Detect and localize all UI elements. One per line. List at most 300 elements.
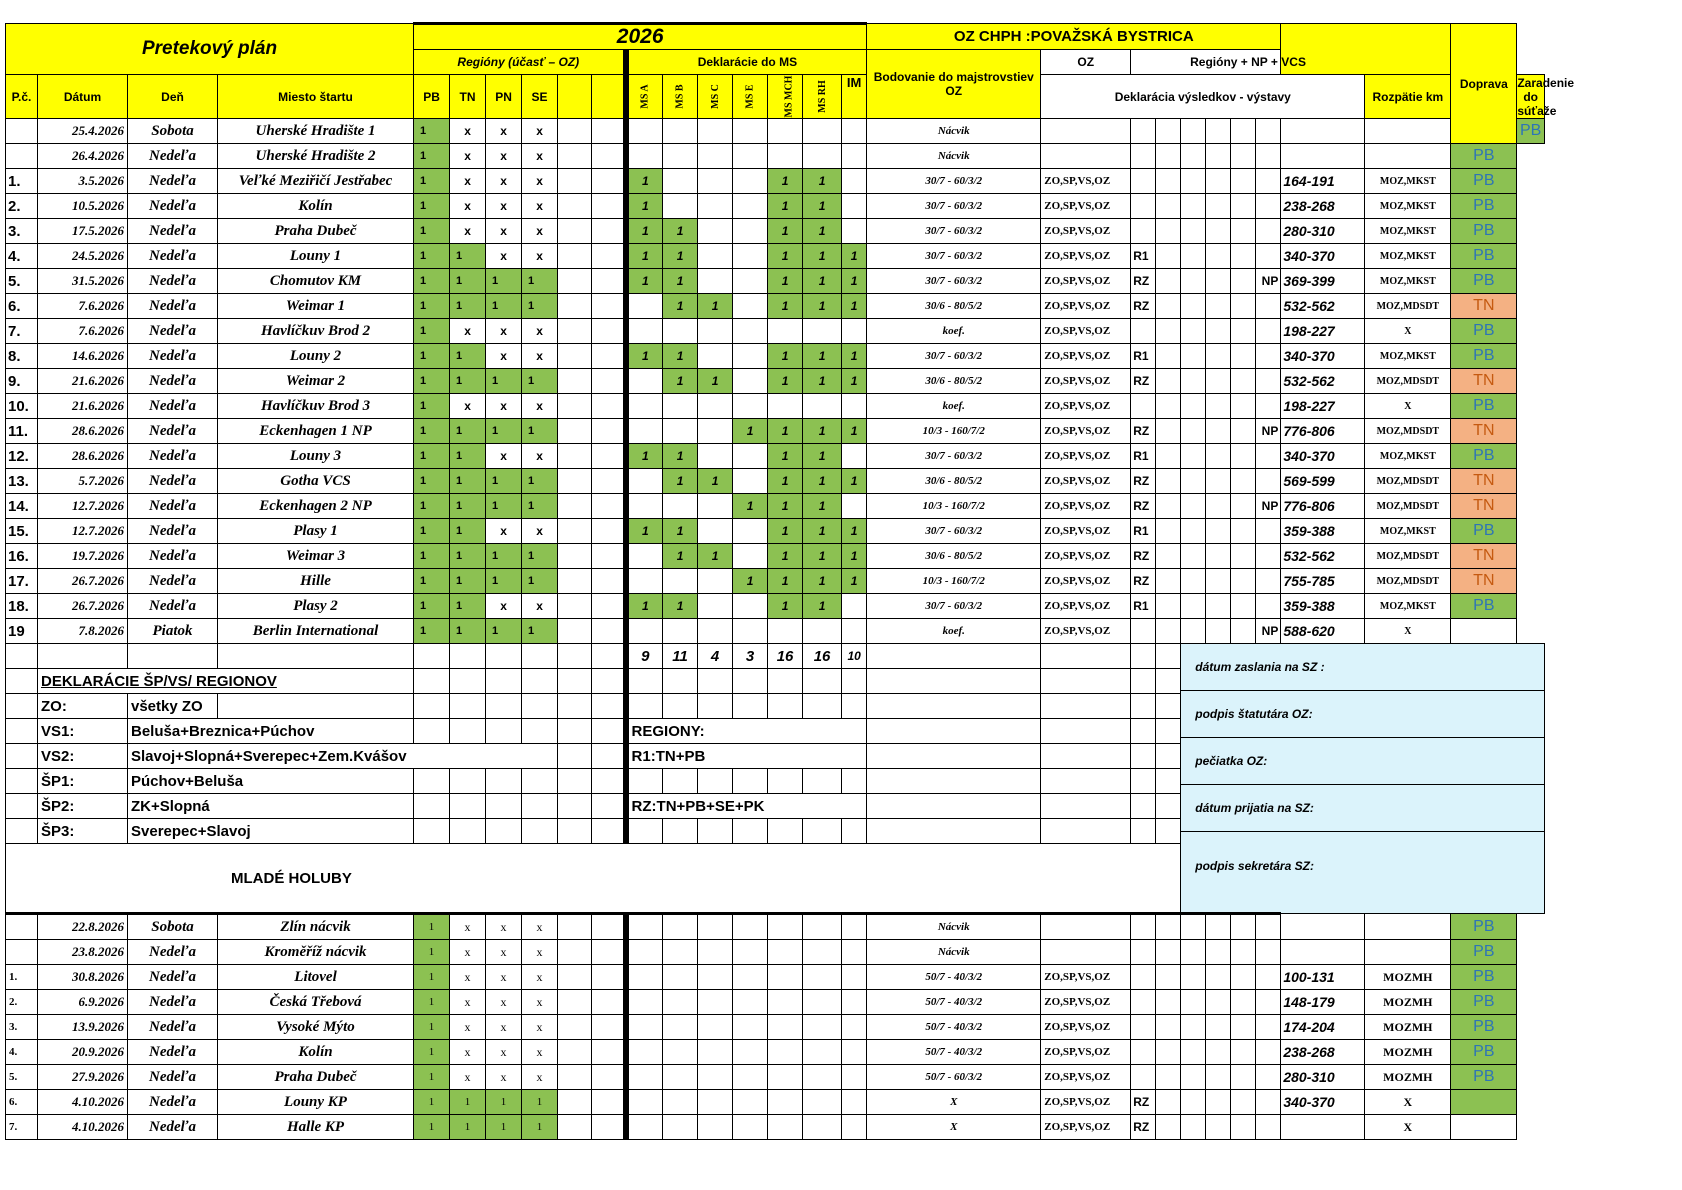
- race-place: Kolín: [218, 194, 414, 219]
- blank-cell: [768, 769, 803, 794]
- blank-cell: [1231, 144, 1256, 169]
- race-day: Nedeľa: [128, 1065, 218, 1090]
- deklaracia-cell: ZO,SP,VS,OZ: [1041, 469, 1131, 494]
- region-cell: 1: [450, 619, 486, 644]
- doprava-cell: [1451, 619, 1517, 644]
- region-tag: R1: [1131, 594, 1156, 619]
- blank-cell: [1231, 1065, 1256, 1090]
- race-day: Nedeľa: [128, 1040, 218, 1065]
- race-place: Plasy 1: [218, 519, 414, 544]
- blank-cell: [1156, 169, 1181, 194]
- mark-cell: 1: [842, 269, 867, 294]
- mark-cell: [698, 219, 733, 244]
- zaradenie-cell: MOZ,MDSDT: [1365, 469, 1451, 494]
- blank-cell: [626, 914, 663, 940]
- mark-cell: 1: [842, 244, 867, 269]
- region-cell: x: [450, 144, 486, 169]
- race-date: 17.5.2026: [38, 219, 128, 244]
- blank-cell: [486, 794, 522, 819]
- region-cell: 1: [486, 544, 522, 569]
- mark-cell: [626, 619, 663, 644]
- blank-cell: [1256, 914, 1281, 940]
- blank-cell: [1231, 219, 1256, 244]
- blank-cell: [592, 519, 626, 544]
- blank-cell: [1041, 644, 1131, 669]
- table-row: [6, 294, 1545, 319]
- blank-cell: [768, 1065, 803, 1090]
- blank-cell: [803, 1115, 842, 1140]
- ms-col-label: MS MCH: [783, 75, 795, 118]
- zaradenie-cell: MOZMH: [1365, 1040, 1451, 1065]
- region-cell: 1: [450, 244, 486, 269]
- deklaracia-cell: [1041, 914, 1131, 940]
- region-tag: RZ: [1131, 1090, 1156, 1115]
- mark-cell: 1: [768, 169, 803, 194]
- blank-cell: [1041, 694, 1131, 719]
- blank-cell: [592, 990, 626, 1015]
- blank-cell: [1231, 394, 1256, 419]
- blank-cell: [592, 694, 626, 719]
- region-cell: x: [450, 914, 486, 940]
- region-tag: [1131, 965, 1156, 990]
- ms-col-header: [626, 75, 663, 119]
- doprava-cell: TN: [1451, 369, 1517, 394]
- region-cell: 1: [450, 294, 486, 319]
- deklaracia-cell: [1041, 119, 1131, 144]
- region-tag: R1: [1131, 444, 1156, 469]
- blank-cell: [1181, 1115, 1206, 1140]
- blank-cell: [1156, 990, 1181, 1015]
- mark-cell: 1: [803, 219, 842, 244]
- deklaracia-cell: ZO,SP,VS,OZ: [1041, 344, 1131, 369]
- blank-cell: [803, 965, 842, 990]
- race-date: 21.6.2026: [38, 369, 128, 394]
- doprava-cell: TN: [1451, 419, 1517, 444]
- blank-cell: [626, 769, 663, 794]
- blank-cell: [663, 819, 698, 844]
- race-number: 1.: [6, 965, 38, 990]
- blank-cell: [1256, 1090, 1281, 1115]
- race-date: 26.4.2026: [38, 144, 128, 169]
- legend-value: všetky ZO: [128, 694, 218, 719]
- blank-cell: [1231, 419, 1256, 444]
- deklaracia-cell: ZO,SP,VS,OZ: [1041, 569, 1131, 594]
- km-range: 280-310: [1281, 1065, 1365, 1090]
- miesto-header: Miesto štartu: [218, 75, 414, 119]
- region-cell: 1: [414, 619, 450, 644]
- blank-cell: [1041, 744, 1131, 769]
- mark-cell: [842, 144, 867, 169]
- np-tag: [1256, 294, 1281, 319]
- mark-cell: [698, 419, 733, 444]
- region-cell: x: [522, 519, 558, 544]
- np-tag: [1256, 344, 1281, 369]
- blank-cell: [558, 494, 592, 519]
- np-tag: [1256, 119, 1281, 144]
- race-day: Nedeľa: [128, 569, 218, 594]
- km-range: [1281, 119, 1365, 144]
- doprava-cell: PB: [1451, 219, 1517, 244]
- zaradenie-header: Zaradenie do súťaže: [1517, 75, 1575, 118]
- table-row: [6, 144, 1545, 169]
- blank-cell: [803, 990, 842, 1015]
- mark-cell: 1: [803, 544, 842, 569]
- region-cell: x: [522, 244, 558, 269]
- blank-cell: [1181, 1040, 1206, 1065]
- blank-cell: [1156, 965, 1181, 990]
- mark-cell: 1: [768, 219, 803, 244]
- mark-cell: [698, 444, 733, 469]
- mark-cell: [626, 369, 663, 394]
- blank-cell: [522, 644, 558, 669]
- region-cell: 1: [414, 469, 450, 494]
- blank-cell: [1181, 494, 1206, 519]
- deklaracia-cell: ZO,SP,VS,OZ: [1041, 1015, 1131, 1040]
- blank-cell: [1231, 344, 1256, 369]
- bodovanie-cell: 30/6 - 80/5/2: [867, 544, 1041, 569]
- table-row: [6, 169, 1545, 194]
- blank-cell: [1156, 394, 1181, 419]
- km-range: [1281, 914, 1365, 940]
- race-place: Plasy 2: [218, 594, 414, 619]
- blank-cell: [592, 194, 626, 219]
- race-number: 10.: [6, 394, 38, 419]
- blank-cell: [486, 644, 522, 669]
- region-cell: 1: [414, 194, 450, 219]
- mark-cell: [663, 194, 698, 219]
- table-row: [6, 1090, 1545, 1115]
- race-number: 15.: [6, 519, 38, 544]
- race-date: 4.10.2026: [38, 1090, 128, 1115]
- race-number: 7.: [6, 319, 38, 344]
- mark-cell: 1: [626, 169, 663, 194]
- blank-cell: [867, 644, 1041, 669]
- blank-cell: [414, 794, 450, 819]
- region-cell: 1: [414, 1065, 450, 1090]
- blank-cell: [1156, 369, 1181, 394]
- region-cell: x: [486, 169, 522, 194]
- blank-cell: [626, 1040, 663, 1065]
- mark-cell: [663, 319, 698, 344]
- blank-cell: [592, 144, 626, 169]
- race-day: Nedeľa: [128, 169, 218, 194]
- deklaracia-cell: ZO,SP,VS,OZ: [1041, 219, 1131, 244]
- legend-key: ZO:: [38, 694, 128, 719]
- mark-cell: 1: [698, 369, 733, 394]
- region-cell: 1: [450, 544, 486, 569]
- blank-cell: [1206, 269, 1231, 294]
- blank-cell: [803, 669, 842, 694]
- region-cell: x: [522, 119, 558, 144]
- blank-cell: [218, 644, 414, 669]
- region-tag: RZ: [1131, 419, 1156, 444]
- race-number: 19: [6, 619, 38, 644]
- region-tag: RZ: [1131, 544, 1156, 569]
- km-range: 340-370: [1281, 444, 1365, 469]
- tn-header: TN: [450, 75, 486, 119]
- ms-total: 16: [803, 644, 842, 669]
- blank-cell: [558, 1065, 592, 1090]
- race-day: Nedeľa: [128, 244, 218, 269]
- blank-cell: [1156, 794, 1181, 819]
- km-range: 588-620: [1281, 619, 1365, 644]
- bodovanie-cell: koef.: [867, 394, 1041, 419]
- blank-cell: [1231, 990, 1256, 1015]
- deklaracia-cell: ZO,SP,VS,OZ: [1041, 494, 1131, 519]
- blank-cell: [558, 569, 592, 594]
- table-row: [6, 194, 1545, 219]
- ms-col-label: MS E: [744, 84, 756, 109]
- blank-cell: [803, 940, 842, 965]
- mark-cell: [663, 144, 698, 169]
- mark-cell: [733, 394, 768, 419]
- ms-col-label: MS RH: [816, 80, 828, 113]
- bodovanie-cell: koef.: [867, 319, 1041, 344]
- blank-cell: [1181, 169, 1206, 194]
- blank-cell: [733, 1040, 768, 1065]
- blank-cell: [663, 1015, 698, 1040]
- table-row: [6, 914, 1545, 940]
- blank-cell: [1181, 965, 1206, 990]
- bodovanie-cell: 30/7 - 60/3/2: [867, 169, 1041, 194]
- deklaracia-cell: ZO,SP,VS,OZ: [1041, 990, 1131, 1015]
- np-tag: NP: [1256, 619, 1281, 644]
- race-number: [6, 940, 38, 965]
- race-place: Havlíčkuv Brod 2: [218, 319, 414, 344]
- blank-cell: [733, 1015, 768, 1040]
- blank-cell: [1156, 269, 1181, 294]
- blank-cell: [592, 469, 626, 494]
- bodovanie-cell: 10/3 - 160/7/2: [867, 569, 1041, 594]
- zaradenie-cell: [1365, 119, 1451, 144]
- region-cell: x: [486, 965, 522, 990]
- region-cell: x: [450, 219, 486, 244]
- deklaracia-cell: ZO,SP,VS,OZ: [1041, 169, 1131, 194]
- region-cell: x: [522, 990, 558, 1015]
- ms-total: 16: [768, 644, 803, 669]
- region-cell: 1: [486, 569, 522, 594]
- region-cell: 1: [414, 169, 450, 194]
- doprava-cell: PB: [1451, 1040, 1517, 1065]
- blank-cell: [38, 644, 128, 669]
- blank-cell: [6, 744, 38, 769]
- blank-cell: [1206, 419, 1231, 444]
- blank-cell: [1231, 1115, 1256, 1140]
- blank-cell: [450, 644, 486, 669]
- blank-cell: [842, 990, 867, 1015]
- doprava-cell: PB: [1451, 344, 1517, 369]
- km-range: 238-268: [1281, 1040, 1365, 1065]
- mark-cell: 1: [733, 569, 768, 594]
- race-number: 6.: [6, 294, 38, 319]
- mark-cell: [768, 119, 803, 144]
- region-cell: 1: [414, 965, 450, 990]
- blank-cell: [1206, 965, 1231, 990]
- mark-cell: 1: [663, 444, 698, 469]
- mark-cell: [733, 344, 768, 369]
- race-place: Chomutov KM: [218, 269, 414, 294]
- table-row: [6, 990, 1545, 1015]
- blank-cell: [486, 719, 522, 744]
- mark-cell: 1: [842, 294, 867, 319]
- blank-cell: [1206, 169, 1231, 194]
- blank-cell: [592, 319, 626, 344]
- mark-cell: [733, 294, 768, 319]
- mark-cell: [803, 119, 842, 144]
- km-range: 238-268: [1281, 194, 1365, 219]
- blank-cell: [522, 819, 558, 844]
- blank-cell: [486, 819, 522, 844]
- mark-cell: [626, 569, 663, 594]
- region-cell: 1: [450, 444, 486, 469]
- page-title: Pretekový plán: [6, 24, 414, 75]
- blank-cell: [1156, 719, 1181, 744]
- region-cell: 1: [414, 244, 450, 269]
- np-tag: [1256, 594, 1281, 619]
- region-cell: 1: [414, 444, 450, 469]
- deklaracia-cell: ZO,SP,VS,OZ: [1041, 965, 1131, 990]
- blank-cell: [592, 819, 626, 844]
- region-cell: x: [450, 1015, 486, 1040]
- km-range: 164-191: [1281, 169, 1365, 194]
- table-row: [6, 369, 1545, 394]
- zaradenie-cell: MOZ,MKST: [1365, 194, 1451, 219]
- region-cell: 1: [414, 1040, 450, 1065]
- blank-cell: [803, 1065, 842, 1090]
- race-date: 6.9.2026: [38, 990, 128, 1015]
- blank-cell: [1131, 644, 1156, 669]
- bodovanie-cell: 30/7 - 60/3/2: [867, 194, 1041, 219]
- race-day: Nedeľa: [128, 144, 218, 169]
- blank-cell: [842, 1040, 867, 1065]
- region-cell: x: [450, 194, 486, 219]
- race-number: 12.: [6, 444, 38, 469]
- race-number: [6, 119, 38, 144]
- mark-cell: [698, 619, 733, 644]
- blank-cell: [1231, 369, 1256, 394]
- region-cell: x: [486, 940, 522, 965]
- blank-cell: [1206, 444, 1231, 469]
- datum-header: Dátum: [38, 75, 128, 119]
- blank-cell: [626, 940, 663, 965]
- race-place: Praha Dubeč: [218, 1065, 414, 1090]
- km-range: 359-388: [1281, 594, 1365, 619]
- mark-cell: [626, 119, 663, 144]
- mark-cell: [626, 544, 663, 569]
- signature-field: pečiatka OZ:: [1181, 738, 1544, 785]
- blank-cell: [867, 794, 1041, 819]
- bodovanie-cell: Nácvik: [867, 144, 1041, 169]
- den-header: Deň: [128, 75, 218, 119]
- blank-cell: [698, 669, 733, 694]
- bodovanie-cell: 30/7 - 60/3/2: [867, 519, 1041, 544]
- race-day: Nedeľa: [128, 990, 218, 1015]
- race-place: Eckenhagen 1 NP: [218, 419, 414, 444]
- blank-cell: [486, 769, 522, 794]
- blank-cell: [558, 244, 592, 269]
- km-range: 174-204: [1281, 1015, 1365, 1040]
- region-tag: RZ: [1131, 269, 1156, 294]
- blank-cell: [592, 719, 626, 744]
- blank-cell: [1256, 990, 1281, 1015]
- blank-cell: [1181, 444, 1206, 469]
- blank-cell: [558, 644, 592, 669]
- region-cell: x: [486, 244, 522, 269]
- blank-cell: [558, 619, 592, 644]
- region-cell: 1: [414, 419, 450, 444]
- doprava-cell: PB: [1451, 965, 1517, 990]
- blank-cell: [1131, 719, 1156, 744]
- table-row: [6, 1040, 1545, 1065]
- mark-cell: [698, 194, 733, 219]
- blank-cell: [558, 744, 592, 769]
- race-date: 25.4.2026: [38, 119, 128, 144]
- race-day: Nedeľa: [128, 544, 218, 569]
- region-tag: [1131, 940, 1156, 965]
- deklaracia-header: Deklarácia výsledkov - výstavy: [1041, 75, 1365, 119]
- bodovanie-header: Bodovanie do majstrovstiev OZ: [867, 50, 1041, 119]
- blank-cell: [698, 1090, 733, 1115]
- zaradenie-cell: MOZMH: [1365, 1065, 1451, 1090]
- ms-col-header: [768, 75, 803, 119]
- region-cell: 1: [486, 1115, 522, 1140]
- mark-cell: 1: [768, 244, 803, 269]
- mark-cell: [698, 494, 733, 519]
- blank-cell: [1231, 194, 1256, 219]
- region-cell: x: [486, 914, 522, 940]
- blank-cell: [6, 794, 38, 819]
- km-range: [1281, 144, 1365, 169]
- blank-cell: [768, 914, 803, 940]
- mark-cell: 1: [768, 444, 803, 469]
- region-tag: RZ: [1131, 369, 1156, 394]
- blank-cell: [592, 494, 626, 519]
- ms-col-header: [733, 75, 768, 119]
- mark-cell: 1: [663, 344, 698, 369]
- blank-cell: [1156, 444, 1181, 469]
- blank-cell: [558, 669, 592, 694]
- km-range: 100-131: [1281, 965, 1365, 990]
- ms-col-header: [803, 75, 842, 119]
- blank-cell: [1181, 369, 1206, 394]
- doprava-cell: PB: [1451, 394, 1517, 419]
- region-cell: 1: [414, 219, 450, 244]
- race-date: 26.7.2026: [38, 594, 128, 619]
- table-row: [6, 1065, 1545, 1090]
- blank-cell: [1041, 669, 1131, 694]
- race-date: 10.5.2026: [38, 194, 128, 219]
- blank-cell: [1156, 144, 1181, 169]
- doprava-cell: PB: [1451, 940, 1517, 965]
- legend-key: VS1:: [38, 719, 128, 744]
- zaradenie-cell: MOZ,MDSDT: [1365, 419, 1451, 444]
- mark-cell: 1: [842, 469, 867, 494]
- race-number: 2.: [6, 194, 38, 219]
- blank-cell: [1231, 519, 1256, 544]
- region-cell: 1: [414, 344, 450, 369]
- race-day: Nedeľa: [128, 594, 218, 619]
- region-tag: R1: [1131, 344, 1156, 369]
- blank-cell: [1131, 769, 1156, 794]
- race-date: 19.7.2026: [38, 544, 128, 569]
- table-row: [6, 469, 1545, 494]
- deklaracia-cell: ZO,SP,VS,OZ: [1041, 619, 1131, 644]
- km-range: 148-179: [1281, 990, 1365, 1015]
- blank-cell: [1206, 294, 1231, 319]
- mark-cell: [698, 594, 733, 619]
- table-row: [6, 619, 1545, 644]
- race-date: 7.6.2026: [38, 294, 128, 319]
